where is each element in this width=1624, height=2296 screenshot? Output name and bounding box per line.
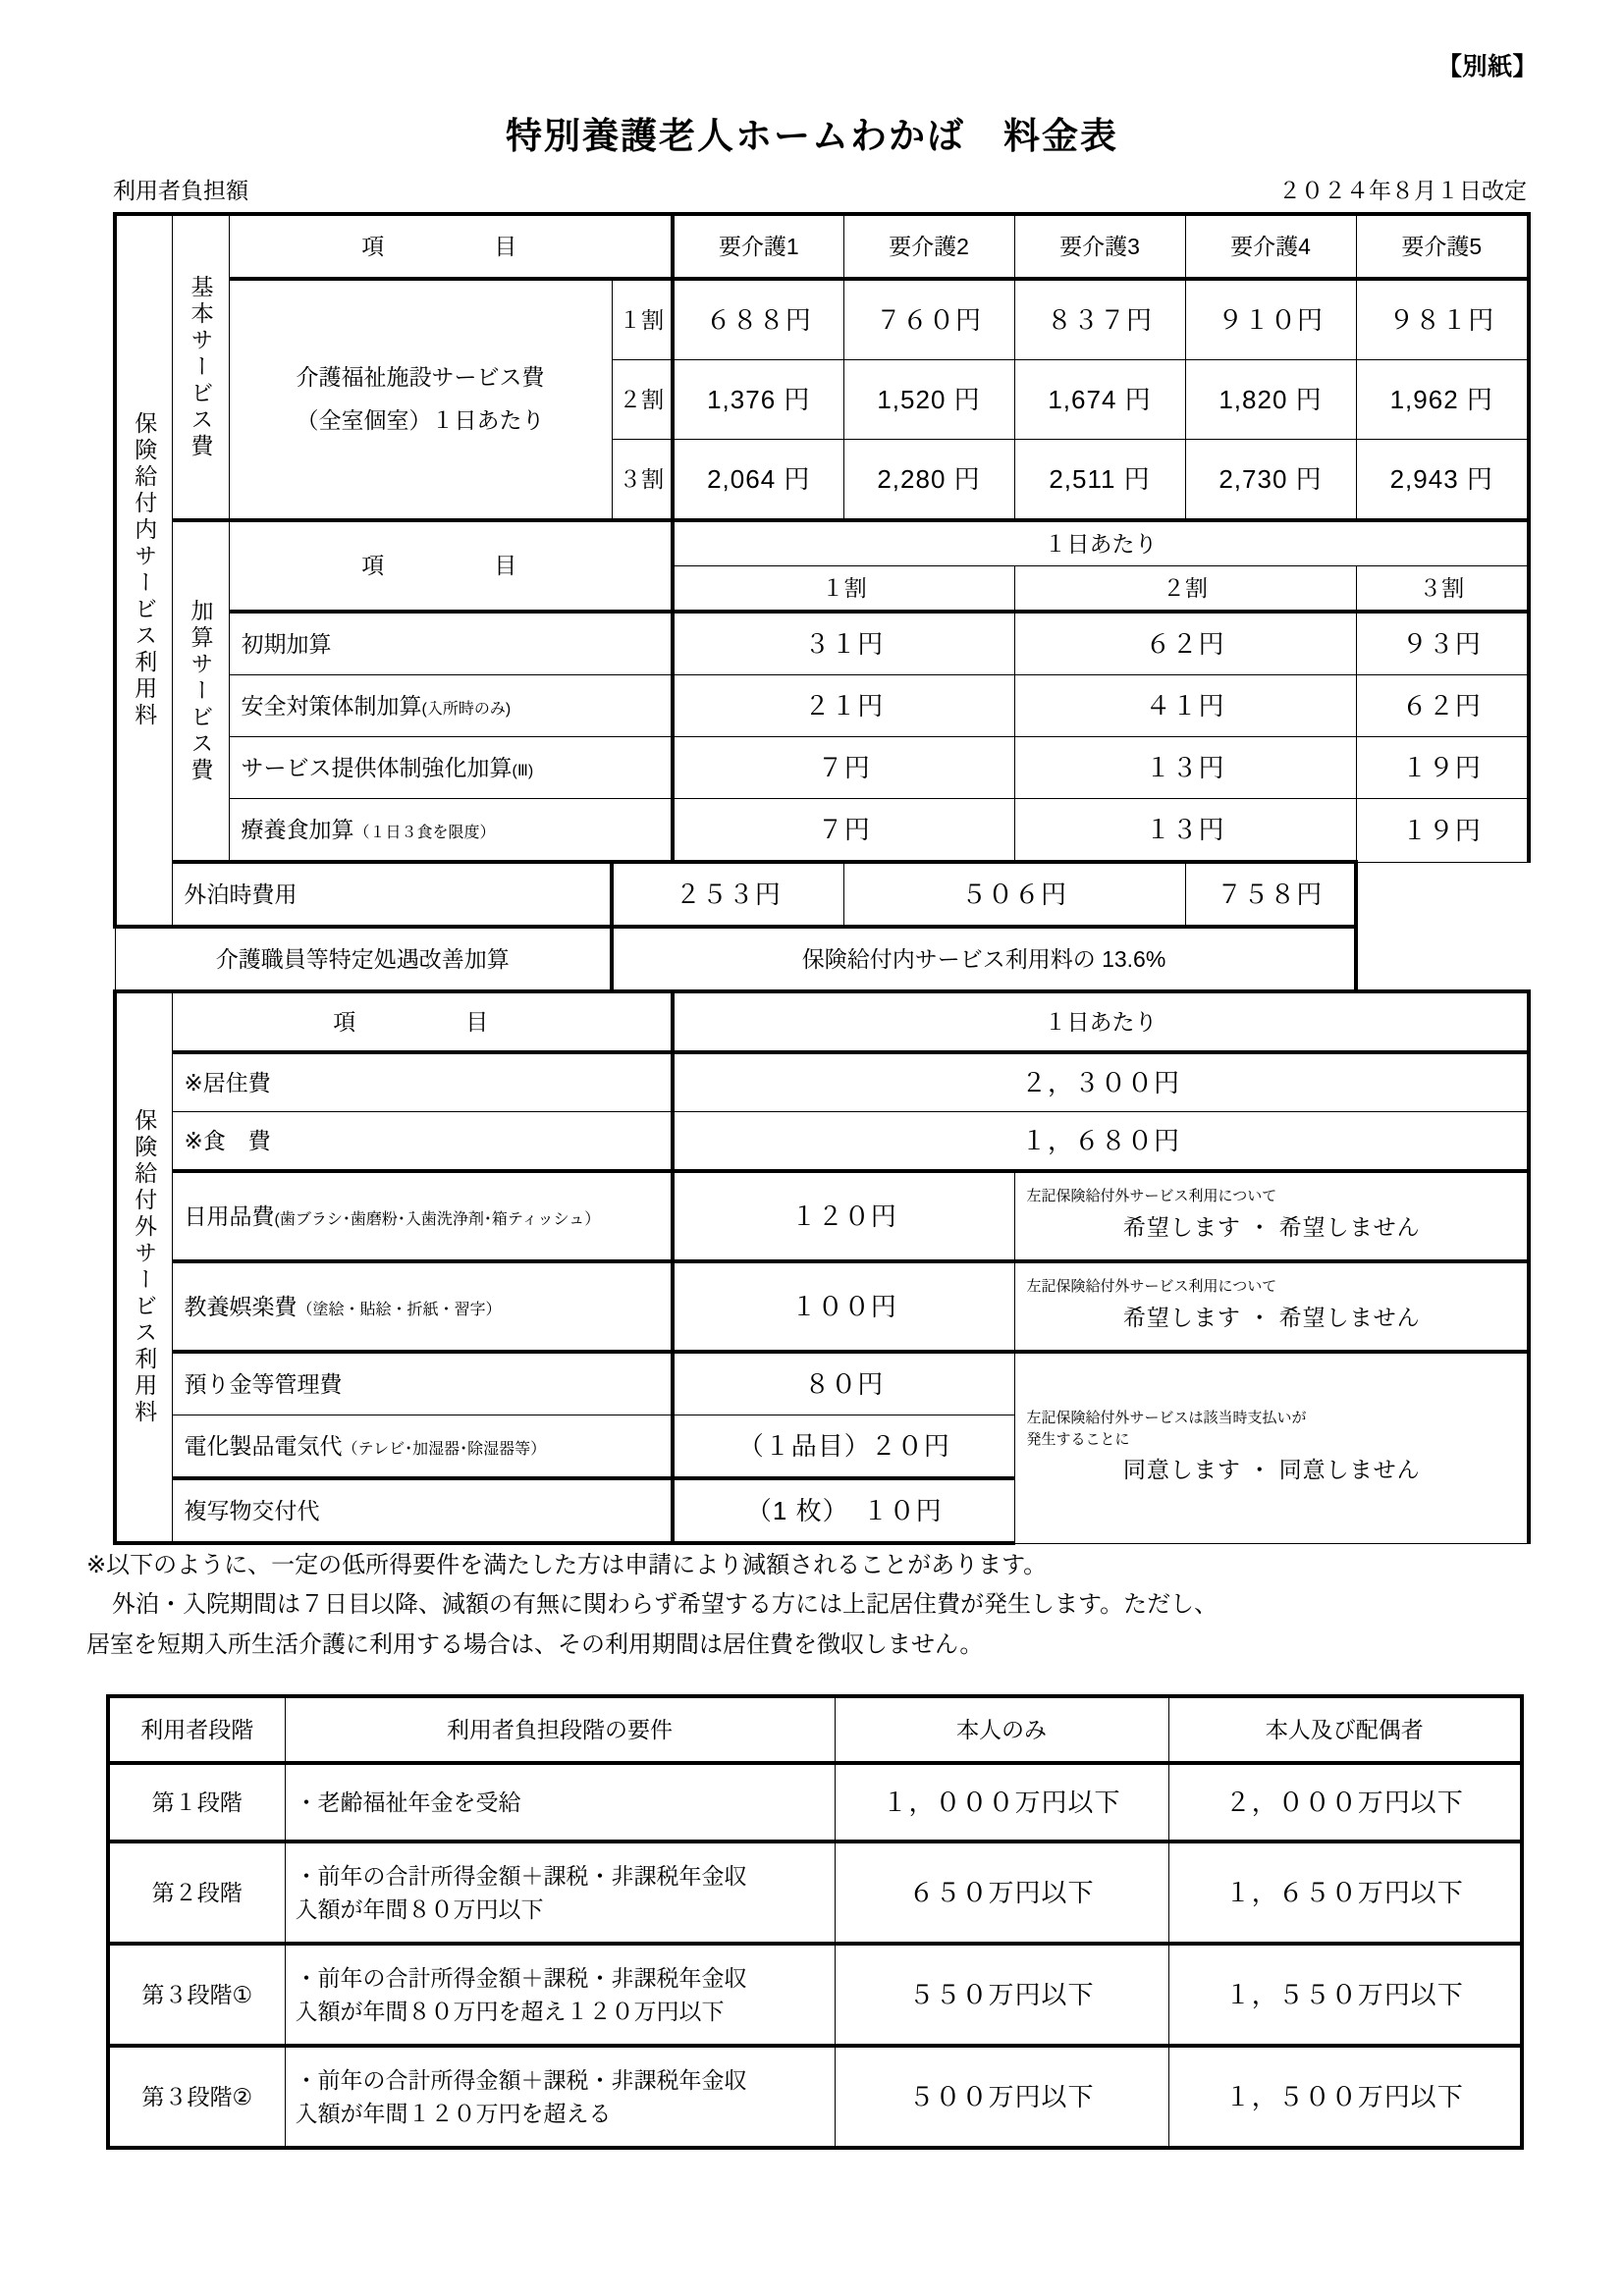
facility-fee-20-care3: 1,674 円 [1014, 360, 1185, 440]
facility-fee-20-care2: 1,520 円 [843, 360, 1014, 440]
addition-3-rate20: １３円 [1014, 799, 1356, 863]
revision-date: ２０２４年８月１日改定 [1278, 178, 1527, 203]
uninsured-value-1: １，６８０円 [673, 1112, 1529, 1172]
addition-4-rate10: ２５３円 [612, 862, 843, 927]
addition-2-rate20: １３円 [1014, 737, 1356, 799]
addition-2-rate10: ７円 [673, 737, 1014, 799]
addition-1-rate20: ４１円 [1014, 675, 1356, 737]
stage-col-header-2: 本人のみ [835, 1696, 1168, 1763]
consent-options-0[interactable]: 希望します ・ 希望しません [1122, 1214, 1421, 1241]
uninsured-label-6: 複写物交付代 [172, 1478, 673, 1543]
addition-label-3: 療養食加算（１日３食を限度） [229, 799, 673, 863]
footnote-line-1: ※以下のように、一定の低所得要件を満たした方は申請により減額されることがあります。 [86, 1552, 1048, 1578]
uninsured-label-1: ※食 費 [172, 1112, 673, 1172]
stage-col-header-3: 本人及び配偶者 [1168, 1696, 1522, 1763]
col-header-item-uninsured: 項 目 [172, 991, 673, 1052]
group-label-basic-service: 基本サービス費 [172, 214, 229, 520]
addition-label-0: 初期加算 [229, 612, 673, 675]
uninsured-value-0: ２，３００円 [673, 1052, 1529, 1112]
col-header-care-level-5: 要介護5 [1356, 214, 1529, 279]
addition-label-1: 安全対策体制加算(入所時のみ) [229, 675, 673, 737]
facility-fee-10-care4: ９１０円 [1185, 279, 1356, 360]
facility-fee-30-care2: 2,280 円 [843, 440, 1014, 521]
group-label-addition-service: 加算サービス費 [172, 520, 229, 862]
stage-with-spouse-3: １，５００万円以下 [1168, 2046, 1522, 2148]
uninsured-label-2: 日用品費(歯ブラシ･歯磨粉･入歯洗浄剤･箱ティッシュ） [172, 1171, 673, 1261]
group-label-uninsured: 保険給付外サービス利用料 [115, 991, 172, 1543]
uninsured-value-6: （1 枚） １０円 [673, 1478, 1014, 1543]
col-header-care-level-4: 要介護4 [1185, 214, 1356, 279]
stage-name-0: 第１段階 [108, 1763, 285, 1842]
stage-requirement-3: ・前年の合計所得金額＋課税・非課税年金収 入額が年間１２０万円を超える [285, 2046, 835, 2148]
group-label-insured: 保険給付内サービス利用料 [115, 214, 172, 927]
col-header-rate-20pct: ２割 [1014, 566, 1356, 613]
consent-options-2[interactable]: 同意します ・ 同意しません [1122, 1457, 1421, 1483]
addition-label-4: 外泊時費用 [172, 862, 612, 927]
addition-2-rate30: １９円 [1356, 737, 1529, 799]
table-row [108, 1763, 1522, 1842]
stage-self-only-0: １，０００万円以下 [835, 1763, 1168, 1842]
facility-fee-10-care5: ９８１円 [1356, 279, 1529, 360]
rate-label-10pct: １割 [612, 279, 673, 360]
table-row [108, 1944, 1522, 2046]
income-stage-table [106, 1694, 1524, 2150]
rate-label-20pct: ２割 [612, 360, 673, 440]
col-header-rate-10pct: １割 [673, 566, 1014, 613]
col-header-per-day: １日あたり [673, 520, 1529, 566]
col-header-per-day-uninsured: １日あたり [673, 991, 1529, 1052]
footnotes [86, 1547, 1559, 1666]
uninsured-label-4: 預り金等管理費 [172, 1352, 673, 1415]
stage-requirement-2: ・前年の合計所得金額＋課税・非課税年金収 入額が年間８０万円を超え１２０万円以下 [285, 1944, 835, 2046]
facility-fee-10-care1: ６８８円 [673, 279, 843, 360]
addition-1-rate10: ２１円 [673, 675, 1014, 737]
stage-col-header-0: 利用者段階 [108, 1696, 285, 1763]
consent-note-2-line2: 発生することに [1026, 1430, 1130, 1448]
col-header-rate-30pct: ３割 [1356, 566, 1529, 613]
stage-col-header-1: 利用者負担段階の要件 [285, 1696, 835, 1763]
stage-requirement-1: ・前年の合計所得金額＋課税・非課税年金収 入額が年間８０万円以下 [285, 1842, 835, 1944]
addition-0-rate30: ９３円 [1356, 612, 1529, 675]
stage-self-only-3: ５００万円以下 [835, 2046, 1168, 2148]
addition-4-rate30: ７５８円 [1185, 862, 1356, 927]
facility-fee-20-care1: 1,376 円 [673, 360, 843, 440]
stage-name-1: 第２段階 [108, 1842, 285, 1944]
subheader [113, 173, 1527, 205]
facility-service-fee-label: 介護福祉施設サービス費 （全室個室）１日あたり [229, 279, 612, 520]
uninsured-label-0: ※居住費 [172, 1052, 673, 1112]
facility-fee-20-care5: 1,962 円 [1356, 360, 1529, 440]
facility-fee-30-care3: 2,511 円 [1014, 440, 1185, 521]
stage-name-3: 第３段階② [108, 2046, 285, 2148]
addition-label-2: サービス提供体制強化加算(Ⅲ) [229, 737, 673, 799]
uninsured-value-4: ８０円 [673, 1352, 1014, 1415]
addition-4-rate20: ５０６円 [843, 862, 1185, 927]
facility-fee-20-care4: 1,820 円 [1185, 360, 1356, 440]
special-treatment-label: 介護職員等特定処遇改善加算 [115, 927, 612, 991]
col-header-care-level-2: 要介護2 [843, 214, 1014, 279]
addition-1-rate30: ６２円 [1356, 675, 1529, 737]
facility-fee-30-care5: 2,943 円 [1356, 440, 1529, 521]
consent-note-2-line1: 左記保険給付外サービスは該当時支払いが [1026, 1409, 1307, 1426]
addition-3-rate10: ７円 [673, 799, 1014, 863]
col-header-item: 項 目 [229, 214, 673, 279]
uninsured-label-5: 電化製品電気代（テレビ･加湿器･除湿器等） [172, 1415, 673, 1479]
col-header-item-addition: 項 目 [229, 520, 673, 612]
facility-fee-10-care2: ７６０円 [843, 279, 1014, 360]
footnote-line-2: 外泊・入院期間は７日目以降、減額の有無に関わらず希望する方には上記居住費が発生します。ただし、 [112, 1591, 1218, 1619]
footnote-line-3: 居室を短期入所生活介護に利用する場合は、その利用期間は居住費を徴収しません。 [86, 1630, 984, 1658]
addition-0-rate20: ６２円 [1014, 612, 1356, 675]
consent-note-0: 左記保険給付外サービス利用について [1026, 1188, 1277, 1205]
stage-self-only-1: ６５０万円以下 [835, 1842, 1168, 1944]
consent-block-0[interactable] [1014, 1171, 1529, 1261]
uninsured-label-3: 教養娯楽費（塗絵・貼絵・折紙・習字） [172, 1261, 673, 1352]
consent-options-1[interactable]: 希望します ・ 希望しません [1122, 1305, 1421, 1331]
uninsured-value-2: １２０円 [673, 1171, 1014, 1261]
table-row [108, 1842, 1522, 1944]
stage-with-spouse-1: １，６５０万円以下 [1168, 1842, 1522, 1944]
attachment-label: 【別紙】 [1436, 53, 1538, 80]
fee-table [113, 212, 1531, 1545]
stage-with-spouse-0: ２，０００万円以下 [1168, 1763, 1522, 1842]
consent-block-2[interactable] [1014, 1352, 1529, 1543]
uninsured-value-5: （１品目）２０円 [673, 1415, 1014, 1479]
facility-fee-10-care3: ８３７円 [1014, 279, 1185, 360]
col-header-care-level-1: 要介護1 [673, 214, 843, 279]
stage-self-only-2: ５５０万円以下 [835, 1944, 1168, 2046]
stage-name-2: 第３段階① [108, 1944, 285, 2046]
consent-block-1[interactable] [1014, 1261, 1529, 1352]
user-burden-label: 利用者負担額 [113, 178, 248, 203]
uninsured-value-3: １００円 [673, 1261, 1014, 1352]
facility-fee-30-care4: 2,730 円 [1185, 440, 1356, 521]
col-header-care-level-3: 要介護3 [1014, 214, 1185, 279]
special-treatment-value: 保険給付内サービス利用料の 13.6% [612, 927, 1356, 991]
page-title: 特別養護老人ホームわかば 料金表 [506, 116, 1118, 156]
stage-with-spouse-2: １，５５０万円以下 [1168, 1944, 1522, 2046]
addition-3-rate30: １９円 [1356, 799, 1529, 863]
stage-requirement-0: ・老齢福祉年金を受給 [285, 1763, 835, 1842]
addition-0-rate10: ３１円 [673, 612, 1014, 675]
facility-fee-30-care1: 2,064 円 [673, 440, 843, 521]
consent-note-1: 左記保険給付外サービス利用について [1026, 1278, 1277, 1296]
rate-label-30pct: ３割 [612, 440, 673, 521]
table-row [108, 2046, 1522, 2148]
